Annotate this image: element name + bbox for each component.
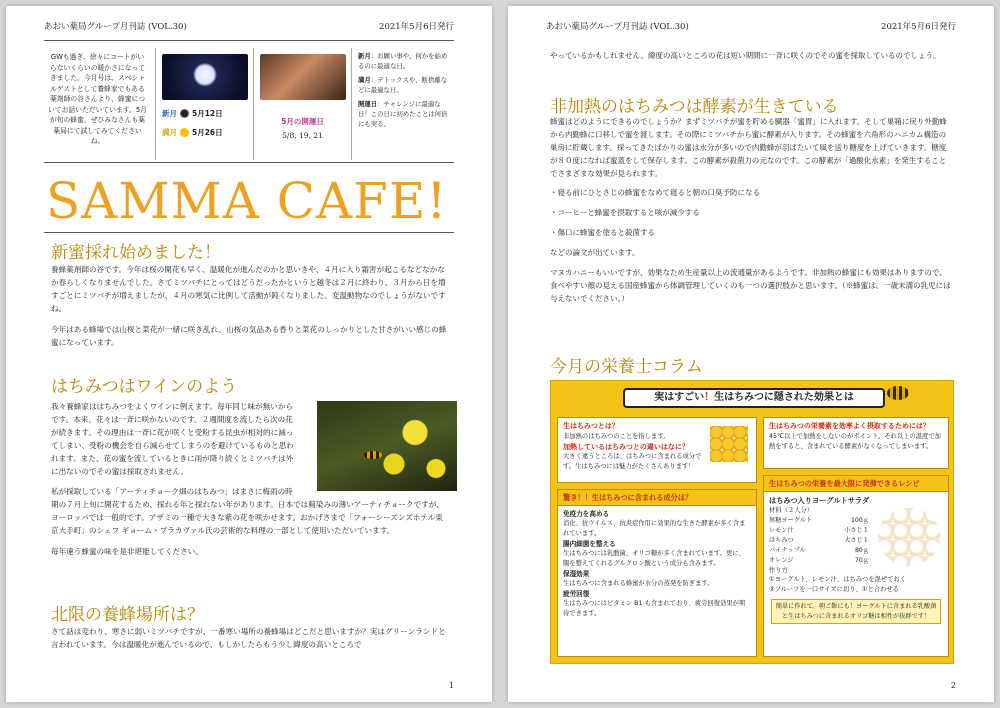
glossary-item	[358, 100, 449, 129]
header-date: 2021年5月6日発行	[379, 22, 454, 32]
card-intake	[763, 417, 949, 469]
bee-icon	[887, 386, 909, 400]
card-components	[557, 489, 757, 657]
banner-text: 生はちみつに隠された効果とは	[714, 392, 854, 403]
page-header	[44, 20, 454, 32]
recipe-servings: 材料（２人分）	[769, 507, 814, 515]
list-item: ・寝る前にひとさじの蜂蜜をなめて寝ると朝の口臭予防になる	[550, 188, 760, 198]
full-moon-icon	[180, 128, 189, 137]
card-heading: 加熱しているはちみつとの違いはなに？	[563, 442, 689, 451]
ingredient-qty: 80ｇ	[854, 546, 869, 554]
header-rule	[44, 40, 454, 41]
section-body	[51, 264, 447, 357]
table-row	[769, 546, 869, 556]
ingredient-name: オレンジ	[769, 556, 794, 564]
header-publication: あおい薬局グループ月刊誌 (VOL.30)	[44, 22, 187, 32]
table-row	[769, 526, 869, 536]
card-recipe	[763, 475, 949, 657]
card-text: 非加熱のはちみつのことを指します。	[563, 432, 670, 440]
ingredient-table	[769, 516, 869, 566]
paragraph: 養蜂薬剤師の谷です。今年は桜の開花も早く、温暖化が進んだのかと思いきや、４月に入り霜害が起こるなどなかなか春らしくなりませんでした。さてミツバチにとってはどうだったかというと越冬は２月に終わり、３月から日を増すごとにミツバチが増えましたが、４月の寒気に比例して活動が鈍くなりました。変温動物なのでしょうがないですね。	[51, 265, 446, 313]
paragraph: などの論文が出ています。	[550, 248, 640, 258]
card-heading: 生はちみつとは？	[563, 422, 619, 430]
paragraph: 私が採取している「アーティチョーク畑のはちみつ」はまさに梅雨の時期の７月上旬に開花するため、採れる年と採れない年があります。日本では薊染みの薄いアーティチョークですが、ヨーロッパでは一般的です。アザミの一種で大きな紫の花を咲かせます。おかげさまで「フォーシーズンズホテル東京大手町」のシェフ ギョーム・ブラカヴァル氏の芸術的な料理の一部として使用いただいています。	[51, 487, 444, 536]
method-step: ①ヨーグルト、レモン汁、はちみつを混ぜておく	[769, 576, 906, 584]
glossary-item	[358, 76, 449, 95]
nutrition-column	[550, 380, 954, 664]
method-step: ②フルーツを一口サイズに切り、①と合わせる	[769, 586, 899, 594]
method-label: 作り方	[769, 566, 788, 574]
banner-exclaim: ！	[704, 392, 715, 403]
new-moon-row	[162, 108, 247, 119]
moon-image	[162, 54, 248, 100]
card-text: 45℃以上で加熱をしないのがポイント。それ以上の温度で加熱をすると、含まれている酵素がなくなってしまいます。	[769, 432, 941, 450]
woman-photo	[260, 54, 346, 100]
salad-photo	[878, 508, 940, 566]
continued-text	[550, 50, 952, 70]
newsletter-title: SAMMA CAFE!	[46, 172, 448, 230]
card-text: 大きく違うところは、はちみつに含まれる成分です。生はちみつには魅力がたくさんあります！	[563, 453, 702, 471]
ingredient-qty: 小さじ１	[844, 526, 869, 534]
section-body	[51, 626, 447, 660]
card-heading: 生はちみつの栄養素を効率よく摂取するためには？	[769, 422, 930, 430]
glossary-term: 満月	[358, 76, 371, 85]
moon-calendar	[156, 48, 254, 160]
card-subheading: 疲労回復	[563, 589, 590, 598]
paragraph: 今年はある蜂場では山桜と菜花が一緒に咲き乱れ、山桜の気品ある香りと菜花のしっかりとした甘さがいい感じの蜂蜜になっています。	[51, 324, 447, 347]
intro-text: GWも過ぎ、徐々にコートがいらないくらいの暖かさになってきました。今月号は、スペシャルゲストとして養蜂家でもある薬剤師の谷さんより、蜂蜜についてお話いただいています。5月が旬の蜂蜜、ぜひみなさんも薬薬局にて試してみてくださいね。	[44, 48, 156, 160]
full-moon-label: 満月	[162, 128, 177, 137]
new-moon-icon	[180, 109, 189, 118]
paragraph: やっているかもしれません。緯度の高いところの花は短い期間に一斉に咲くのでその蜜を採取しているのでしょう。	[550, 51, 941, 60]
ingredient-qty: 70ｇ	[854, 556, 869, 564]
header-date: 2021年5月6日発行	[881, 22, 956, 32]
recipe-name: はちみつ入りヨーグルトサラダ	[769, 496, 870, 506]
card-text: 消化、抗ウイルス、抗炎症作用に効果的な生きた酵素が多く含まれています。	[563, 520, 746, 538]
section-title: 新蜜採れ始めました！	[51, 243, 221, 263]
lucky-days-dates: 5/8, 19, 21	[282, 131, 323, 140]
info-rule	[44, 162, 454, 163]
section-title: はちみつはワインのよう	[51, 377, 238, 397]
new-moon-date: 5月12日	[192, 109, 223, 118]
paragraph: 毎年違う蜂蜜の味を是非堪能してください。	[51, 547, 203, 557]
card-subheading: 免疫力を高める	[563, 510, 610, 519]
full-moon-row	[162, 127, 247, 138]
card-title: 生はちみつの栄養を最大限に発揮できるレシピ	[764, 476, 948, 492]
lucky-days	[254, 48, 352, 160]
card-text: 生はちみつには乳酸菌、オリゴ糖が多く含まれています。更に、腸を整えてくれるグルクロン酸という成分も含みます。	[563, 550, 745, 567]
ingredient-qty: 大さじ１	[844, 536, 869, 544]
bee-flower-photo	[317, 401, 457, 491]
new-moon-label: 新月	[162, 109, 177, 118]
card-text: 生はちみつに含まれる蜂蜜が水分の蒸発を防ぎます。	[563, 579, 714, 587]
header-publication: あおい薬局グループ月刊誌 (VOL.30)	[546, 22, 689, 32]
ingredient-name: 無糖ヨーグルト	[769, 517, 813, 525]
ingredient-name: パイナップル	[769, 546, 806, 554]
ingredient-name: レモン汁	[769, 526, 794, 534]
lucky-days-label: 5月の開運日	[281, 117, 324, 126]
page-number: 1	[448, 681, 454, 690]
glossary-desc: ：デトックスや、断捨離などに最適な日。	[358, 76, 448, 94]
section-title: 北限の養蜂場所は？	[51, 605, 204, 625]
section-body	[550, 116, 952, 313]
page-header	[546, 20, 956, 32]
section-title: 非加熱のはちみつは酵素が生きている	[550, 97, 839, 117]
info-panel	[44, 48, 449, 160]
newsletter-page-2	[508, 6, 994, 702]
paragraph: さて話は変わり、寒さに弱いミツバチですが、一番寒い場所の養蜂場はどこだと思いますか？実はグリーンランドと言われています。今は温暖化が進んでいるので、もしかしたらもう少し緯度の高いところで	[51, 627, 446, 649]
table-row	[769, 516, 869, 526]
glossary-term: 開運日	[358, 100, 378, 109]
list-item: ・コーヒーと蜂蜜を摂取すると咳が減少する	[550, 208, 700, 218]
newsletter-page-1	[6, 6, 492, 702]
card-subheading: 保湿効果	[563, 569, 590, 578]
glossary-term: 新月	[358, 52, 371, 60]
page-number: 2	[950, 681, 956, 690]
banner-text: 実はすごい	[654, 392, 705, 403]
glossary-desc: ：お願い事や、何かを始めるのに最適な日。	[358, 52, 448, 70]
card-subheading: 腸内細菌を整える	[563, 539, 616, 548]
paragraph: マヌカハニーもいいですが、効果なため生産量以上の流通量があるようです。非加熱の蜂蜜にも効果はありますので、食べやすい顔の見える国産蜂蜜から体調管理していくのも一つの選択肢かと思います。（※蜂蜜は、一歳未満の乳児には与えないでください。）	[550, 268, 951, 303]
glossary-item	[358, 52, 449, 71]
card-title: 驚き！！生はちみつに含まれる成分は？	[558, 490, 756, 506]
card-raw-honey	[557, 417, 757, 483]
paragraph: 我々養蜂家ははちみつをよくワインに例えます。毎年同じ味が無いからです。本来、花々は一斉に咲かないのです。２週間度を流したら次の花が続きます。その理由は一斉に花が咲くと受粉する昆虫が相対的に減ってしまい、受粉の機会を自ら減らせてしまうのを避けているものと思われます。また、花の蜜を流しているときに雨が降り続くとミツバチは外に出ないのでその蜜は採取されません。	[51, 402, 294, 476]
recipe-tip: 簡単に作れて、朝ご飯にも！ヨーグルトに含まれる乳酸菌と生はちみつに含まれるオリゴ糖は相性が抜群です！	[771, 599, 941, 624]
glossary	[352, 48, 449, 160]
glossary-desc: ：チャレンジに最適な日！この日に初めたことは何倍にも実る。	[358, 100, 448, 128]
card-text: 生はちみつにはビタミン B1 も含まれており、疲労回復効果が期待できます。	[563, 599, 746, 617]
full-moon-date: 5月26日	[192, 128, 223, 137]
table-row	[769, 556, 869, 566]
column-banner	[623, 388, 885, 408]
table-row	[769, 536, 869, 546]
ingredient-name: はちみつ	[769, 536, 794, 544]
section-title: 今月の栄養士コラム	[550, 357, 703, 377]
honeycomb-icon	[710, 426, 748, 462]
ingredient-qty: 100ｇ	[851, 517, 869, 525]
list-item: ・傷口に蜂蜜を塗ると殺菌する	[550, 228, 655, 238]
title-rule	[44, 232, 454, 233]
paragraph: 蜂蜜はどのようにできるのでしょうか？まずミツバチが蜜を貯める臓器「蜜胃」に入れます。そして巣箱に戻り外勤蜂から内勤蜂に口移しで蜜を渡します。その際にミツバチから蜜に酵素が入ります。その蜂蜜を六角形のハニカム構造の巣房に貯蔵します。採ってきたばかりの蜜は水分が多いので内勤蜂が羽ばたいて風を送り糖度を上げていきます。糖度が８０度になれば蜜蓋をして保存します。この酵素が殺菌力の元なのです。この酵素が「過酸化水素」を発生することでさまざまな効果が見られます。	[550, 117, 947, 178]
bee-icon	[364, 451, 382, 459]
